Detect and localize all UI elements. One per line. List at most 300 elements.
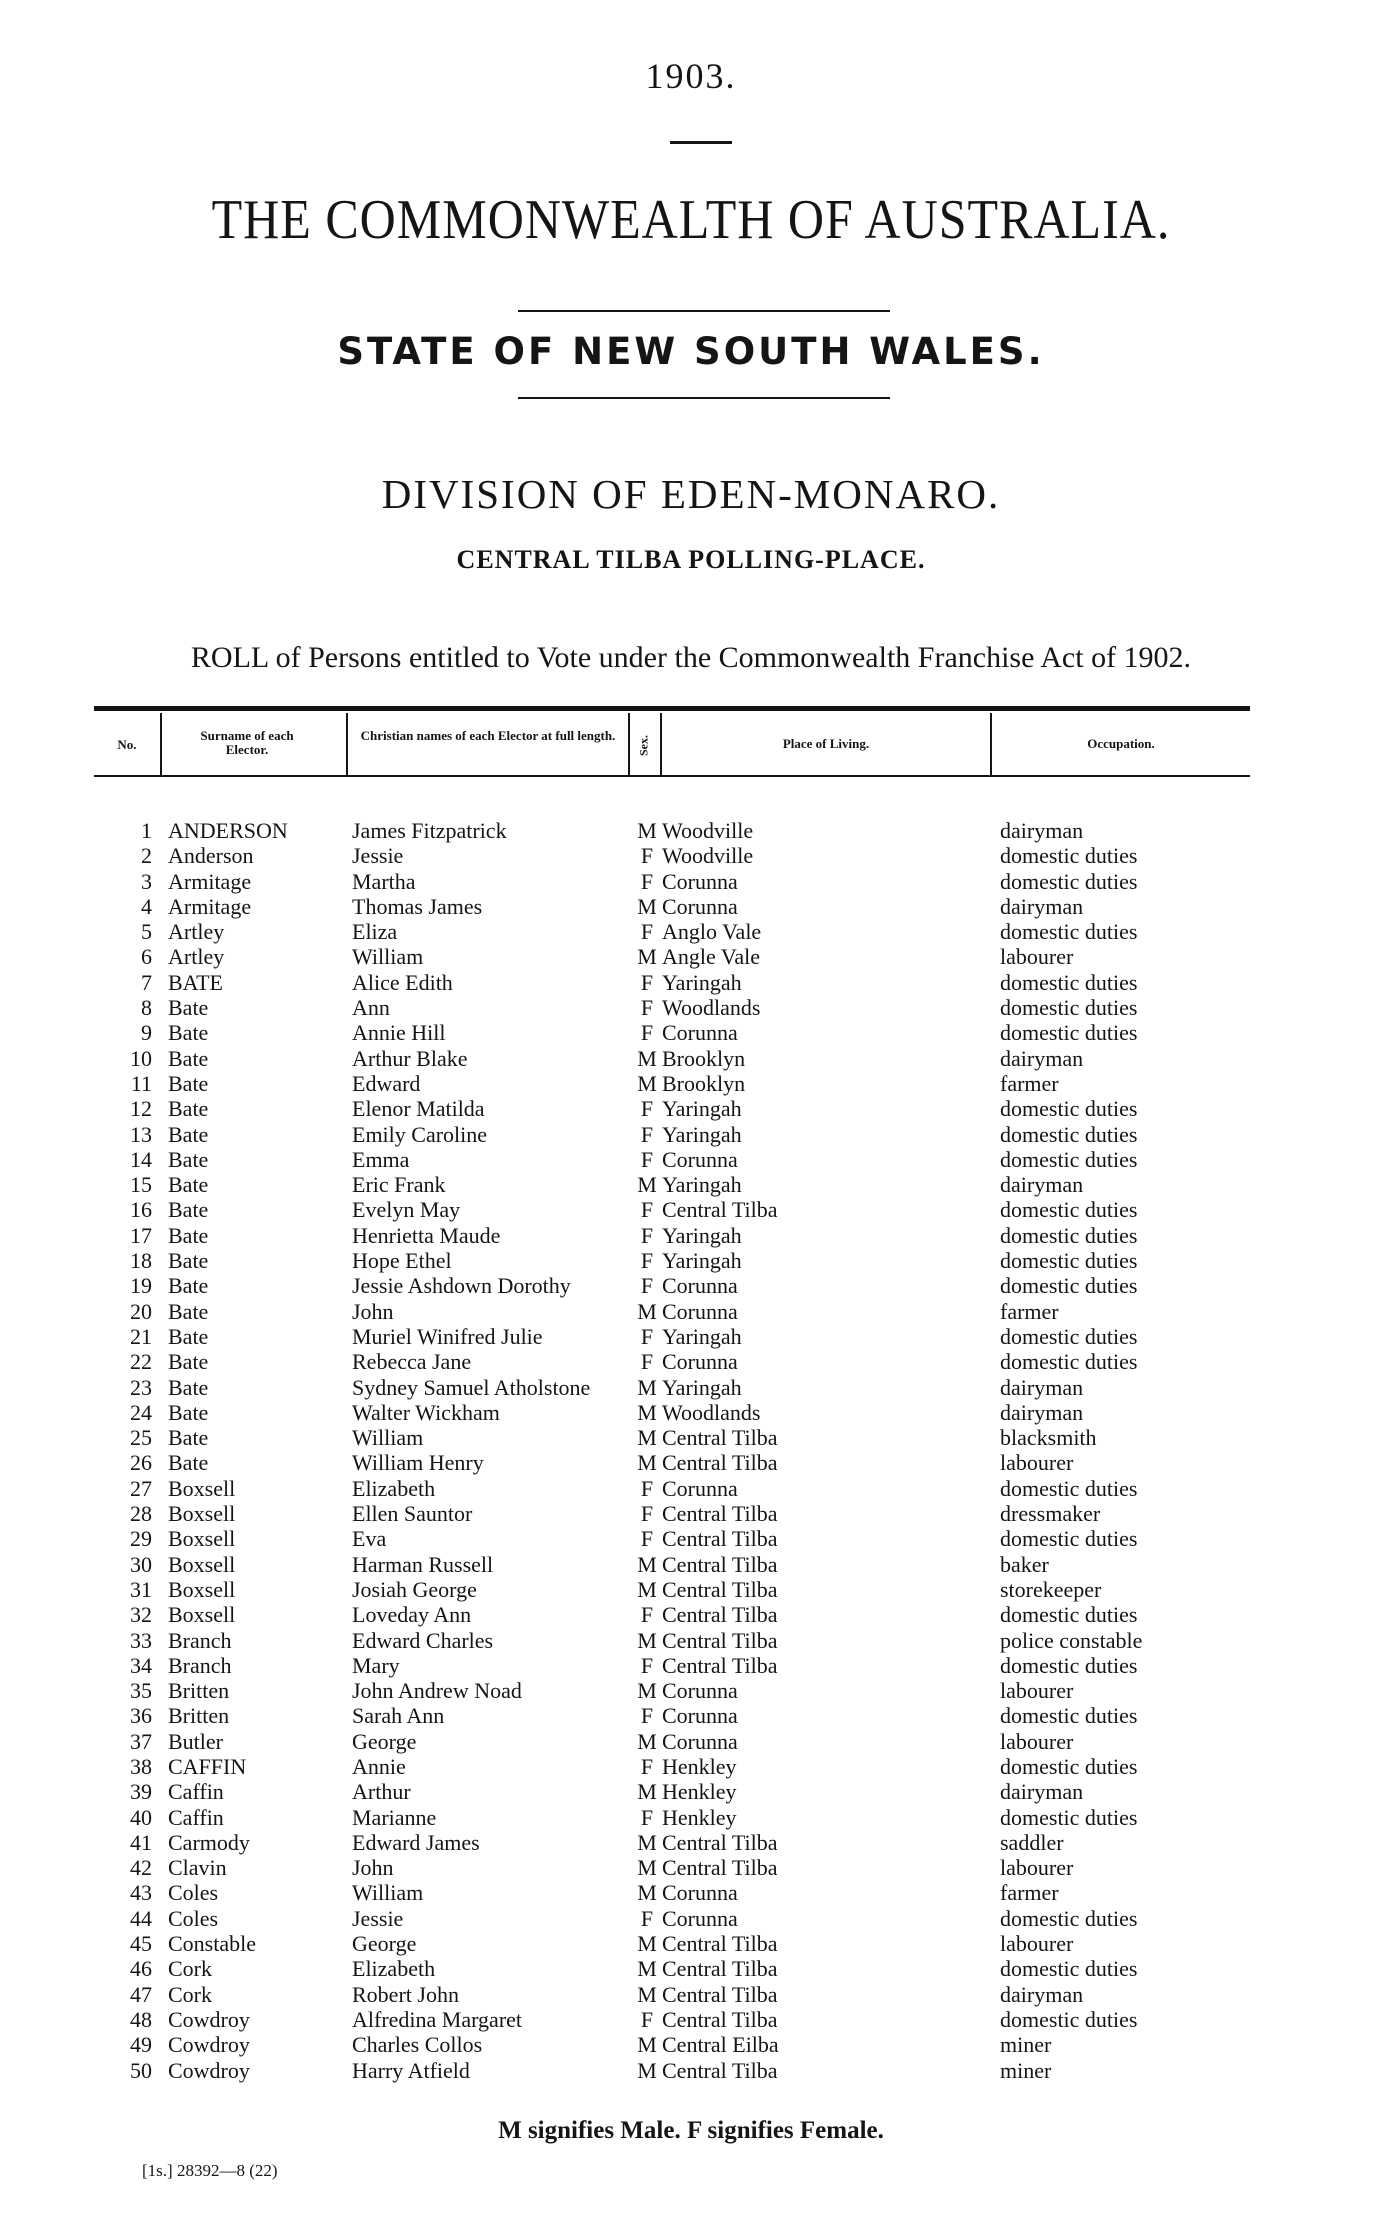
elector-christian-names: Marianne — [352, 1804, 437, 1830]
elector-occupation: domestic duties — [1000, 919, 1138, 945]
elector-surname: Caffin — [168, 1804, 224, 1830]
elector-number: 15 — [130, 1172, 152, 1198]
elector-sex: F — [640, 1197, 654, 1223]
print-code: [1s.] 28392—8 (22) — [142, 2161, 278, 2180]
elector-sex: F — [640, 1602, 654, 1628]
elector-sex: F — [640, 969, 654, 995]
elector-occupation: domestic duties — [1000, 1248, 1138, 1274]
elector-occupation: labourer — [1000, 1728, 1074, 1754]
table-row — [0, 1779, 1382, 1804]
elector-surname: Bate — [168, 1045, 209, 1071]
elector-surname: Cowdroy — [168, 2006, 250, 2032]
elector-number: 45 — [130, 1931, 152, 1957]
elector-christian-names: William — [352, 1425, 424, 1451]
elector-surname: Bate — [168, 1399, 209, 1425]
year: 1903. — [645, 56, 737, 96]
roll-title: ROLL of Persons entitled to Vote under the Commonwealth Franchise Act of 1902. — [190, 641, 1192, 674]
elector-surname: Boxsell — [168, 1602, 236, 1628]
column-header-christian-names: Christian names of each Elector at full length. — [360, 728, 616, 743]
elector-christian-names: Jessie — [352, 843, 404, 869]
elector-number: 29 — [130, 1526, 152, 1552]
elector-sex: M — [637, 1298, 657, 1324]
elector-surname: Artley — [168, 944, 225, 970]
column-divider — [990, 713, 992, 775]
elector-number: 22 — [130, 1349, 152, 1375]
elector-surname: Bate — [168, 1070, 209, 1096]
elector-place-of-living: Central Tilba — [662, 1425, 778, 1451]
elector-christian-names: Henrietta Maude — [352, 1222, 501, 1248]
table-row — [0, 1020, 1382, 1045]
table-row — [0, 1880, 1382, 1905]
table-row — [0, 1577, 1382, 1602]
elector-surname: Cork — [168, 1956, 212, 1982]
elector-place-of-living: Central Tilba — [662, 1829, 778, 1855]
elector-occupation: domestic duties — [1000, 1475, 1138, 1501]
elector-surname: Britten — [168, 1703, 230, 1729]
elector-occupation: domestic duties — [1000, 1020, 1138, 1046]
elector-place-of-living: Corunna — [662, 1298, 738, 1324]
elector-sex: F — [640, 868, 654, 894]
elector-sex: F — [640, 1526, 654, 1552]
elector-occupation: dairyman — [1000, 893, 1084, 919]
elector-occupation: farmer — [1000, 1298, 1059, 1324]
table-row — [0, 1628, 1382, 1653]
table-row — [0, 894, 1382, 919]
elector-christian-names: Eva — [352, 1526, 387, 1552]
elector-sex: M — [637, 1374, 657, 1400]
elector-christian-names: James Fitzpatrick — [352, 818, 507, 843]
table-row — [0, 1602, 1382, 1627]
elector-sex: F — [640, 995, 654, 1021]
elector-occupation: farmer — [1000, 1880, 1059, 1906]
elector-surname: Bate — [168, 1121, 209, 1147]
elector-sex: F — [640, 1905, 654, 1931]
elector-occupation: domestic duties — [1000, 868, 1138, 894]
elector-occupation: domestic duties — [1000, 1146, 1138, 1172]
elector-occupation: domestic duties — [1000, 1703, 1138, 1729]
elector-sex: F — [640, 1804, 654, 1830]
elector-sex: M — [637, 1070, 657, 1096]
table-row — [0, 818, 1382, 843]
elector-number: 8 — [141, 995, 152, 1021]
table-row — [0, 1071, 1382, 1096]
table-row — [0, 1172, 1382, 1197]
elector-christian-names: John Andrew Noad — [352, 1678, 522, 1704]
elector-place-of-living: Henkley — [662, 1779, 737, 1805]
elector-place-of-living: Central Eilba — [662, 2032, 779, 2058]
elector-number: 11 — [130, 1070, 152, 1096]
elector-christian-names: Sarah Ann — [352, 1703, 445, 1729]
elector-surname: Branch — [168, 1627, 232, 1653]
elector-sex: F — [640, 1146, 654, 1172]
table-row — [0, 2007, 1382, 2032]
elector-christian-names: Elizabeth — [352, 1475, 436, 1501]
elector-place-of-living: Corunna — [662, 1728, 738, 1754]
table-row — [0, 1703, 1382, 1728]
elector-occupation: domestic duties — [1000, 843, 1138, 869]
elector-occupation: domestic duties — [1000, 1096, 1138, 1122]
elector-place-of-living: Corunna — [662, 1678, 738, 1704]
elector-sex: F — [640, 1475, 654, 1501]
elector-place-of-living: Corunna — [662, 1349, 738, 1375]
table-row — [0, 995, 1382, 1020]
elector-sex: F — [640, 1273, 654, 1299]
elector-place-of-living: Henkley — [662, 1753, 737, 1779]
elector-surname: CAFFIN — [168, 1753, 247, 1779]
elector-number: 38 — [130, 1753, 152, 1779]
elector-place-of-living: Central Tilba — [662, 1197, 778, 1223]
elector-sex: M — [637, 1829, 657, 1855]
elector-christian-names: John — [352, 1855, 394, 1881]
elector-place-of-living: Central Tilba — [662, 1981, 778, 2007]
elector-sex: M — [637, 1045, 657, 1071]
elector-place-of-living: Central Tilba — [662, 1627, 778, 1653]
year-rule — [670, 141, 732, 144]
elector-surname: Armitage — [168, 893, 252, 919]
column-header-place-of-living: Place of Living. — [782, 736, 870, 751]
elector-number: 16 — [130, 1197, 152, 1223]
elector-number: 42 — [130, 1855, 152, 1881]
elector-number: 36 — [130, 1703, 152, 1729]
elector-number: 12 — [130, 1096, 152, 1122]
elector-place-of-living: Woodlands — [662, 995, 761, 1021]
elector-place-of-living: Yaringah — [662, 1096, 742, 1122]
elector-sex: F — [640, 1020, 654, 1046]
elector-christian-names: Eric Frank — [352, 1172, 446, 1198]
elector-christian-names: Emily Caroline — [352, 1121, 488, 1147]
elector-occupation: labourer — [1000, 1855, 1074, 1881]
elector-occupation: labourer — [1000, 1450, 1074, 1476]
elector-sex: M — [637, 1576, 657, 1602]
elector-sex: F — [640, 1096, 654, 1122]
elector-sex: F — [640, 1323, 654, 1349]
table-row — [0, 1982, 1382, 2007]
elector-surname: Bate — [168, 1273, 209, 1299]
elector-sex: M — [637, 1728, 657, 1754]
elector-place-of-living: Angle Vale — [662, 944, 760, 970]
elector-occupation: domestic duties — [1000, 1197, 1138, 1223]
elector-surname: Bate — [168, 1172, 209, 1198]
elector-surname: Bate — [168, 995, 209, 1021]
elector-christian-names: Sydney Samuel Atholstone — [352, 1374, 591, 1400]
table-row — [0, 1754, 1382, 1779]
division-heading: DIVISION OF EDEN-MONARO. — [381, 471, 1001, 517]
elector-occupation: domestic duties — [1000, 1956, 1138, 1982]
sex-legend: M signifies Male. F signifies Female. — [498, 2117, 884, 2144]
elector-christian-names: Alice Edith — [352, 969, 453, 995]
elector-number: 4 — [141, 893, 152, 919]
table-row — [0, 970, 1382, 995]
elector-surname: Boxsell — [168, 1475, 236, 1501]
column-header-sex: Sex. — [636, 735, 651, 756]
elector-surname: Bate — [168, 1349, 209, 1375]
elector-christian-names: Mary — [352, 1652, 400, 1678]
table-row — [0, 1223, 1382, 1248]
elector-place-of-living: Corunna — [662, 1146, 738, 1172]
elector-sex: M — [637, 1678, 657, 1704]
elector-place-of-living: Brooklyn — [662, 1070, 746, 1096]
elector-sex: M — [637, 1172, 657, 1198]
elector-surname: Bate — [168, 1146, 209, 1172]
elector-place-of-living: Woodlands — [662, 1399, 761, 1425]
table-row — [0, 919, 1382, 944]
elector-christian-names: George — [352, 1728, 417, 1754]
elector-christian-names: Edward — [352, 1070, 421, 1096]
elector-sex: M — [637, 1880, 657, 1906]
elector-number: 47 — [130, 1981, 152, 2007]
elector-place-of-living: Brooklyn — [662, 1045, 746, 1071]
elector-number: 10 — [130, 1045, 152, 1071]
elector-sex: F — [640, 2006, 654, 2032]
table-row — [0, 1729, 1382, 1754]
elector-number: 46 — [130, 1956, 152, 1982]
elector-christian-names: Alfredina Margaret — [352, 2006, 523, 2032]
elector-place-of-living: Corunna — [662, 1020, 738, 1046]
elector-occupation: domestic duties — [1000, 1349, 1138, 1375]
elector-occupation: miner — [1000, 2032, 1052, 2058]
elector-christian-names: Elizabeth — [352, 1956, 436, 1982]
elector-sex: M — [637, 893, 657, 919]
table-row — [0, 1956, 1382, 1981]
elector-occupation: saddler — [1000, 1829, 1064, 1855]
table-row — [0, 1450, 1382, 1475]
elector-sex: F — [640, 1753, 654, 1779]
table-row — [0, 1830, 1382, 1855]
elector-christian-names: Arthur — [352, 1779, 411, 1805]
elector-sex: M — [637, 1425, 657, 1451]
table-row — [0, 1855, 1382, 1880]
elector-christian-names: Hope Ethel — [352, 1248, 452, 1274]
elector-place-of-living: Henkley — [662, 1804, 737, 1830]
elector-place-of-living: Central Tilba — [662, 1501, 778, 1527]
elector-sex: F — [640, 1652, 654, 1678]
elector-christian-names: John — [352, 1298, 394, 1324]
elector-surname: Bate — [168, 1450, 209, 1476]
elector-occupation: domestic duties — [1000, 2006, 1138, 2032]
elector-occupation: domestic duties — [1000, 1905, 1138, 1931]
table-row — [0, 843, 1382, 868]
elector-surname: Bate — [168, 1222, 209, 1248]
elector-sex: F — [640, 1121, 654, 1147]
elector-occupation: domestic duties — [1000, 1273, 1138, 1299]
elector-number: 1 — [141, 818, 152, 843]
elector-occupation: domestic duties — [1000, 1526, 1138, 1552]
elector-surname: Artley — [168, 919, 225, 945]
elector-surname: Coles — [168, 1905, 219, 1931]
elector-surname: Britten — [168, 1678, 230, 1704]
table-row — [0, 869, 1382, 894]
elector-number: 25 — [130, 1425, 152, 1451]
elector-occupation: domestic duties — [1000, 1602, 1138, 1628]
elector-sex: M — [637, 1855, 657, 1881]
elector-occupation: labourer — [1000, 944, 1074, 970]
table-row — [0, 1501, 1382, 1526]
state-heading: STATE OF NEW SOUTH WALES. — [337, 330, 1045, 373]
elector-occupation: domestic duties — [1000, 1121, 1138, 1147]
elector-place-of-living: Yaringah — [662, 1374, 742, 1400]
elector-number: 34 — [130, 1652, 152, 1678]
elector-number: 23 — [130, 1374, 152, 1400]
elector-christian-names: Loveday Ann — [352, 1602, 472, 1628]
elector-surname: Bate — [168, 1425, 209, 1451]
elector-occupation: domestic duties — [1000, 1804, 1138, 1830]
elector-place-of-living: Yaringah — [662, 1323, 742, 1349]
elector-surname: BATE — [168, 969, 223, 995]
elector-place-of-living: Corunna — [662, 1475, 738, 1501]
elector-christian-names: Robert John — [352, 1981, 459, 2007]
elector-occupation: dairyman — [1000, 1981, 1084, 2007]
state-bottom-rule — [518, 397, 890, 399]
elector-place-of-living: Corunna — [662, 868, 738, 894]
elector-surname: Bate — [168, 1374, 209, 1400]
elector-number: 13 — [130, 1121, 152, 1147]
table-row — [0, 1906, 1382, 1931]
elector-christian-names: William Henry — [352, 1450, 484, 1476]
elector-number: 31 — [130, 1576, 152, 1602]
elector-surname: Bate — [168, 1298, 209, 1324]
elector-place-of-living: Yaringah — [662, 1121, 742, 1147]
table-row — [0, 1526, 1382, 1551]
table-row — [0, 1324, 1382, 1349]
elector-occupation: dairyman — [1000, 1374, 1084, 1400]
polling-place-heading: CENTRAL TILBA POLLING-PLACE. — [456, 545, 926, 574]
elector-number: 17 — [130, 1222, 152, 1248]
elector-christian-names: Elenor Matilda — [352, 1096, 485, 1122]
state-top-rule — [518, 310, 890, 312]
elector-surname: Bate — [168, 1197, 209, 1223]
elector-christian-names: Ellen Sauntor — [352, 1501, 473, 1527]
elector-sex: M — [637, 1779, 657, 1805]
elector-place-of-living: Central Tilba — [662, 1855, 778, 1881]
table-header-bottom-rule — [94, 775, 1250, 777]
elector-christian-names: Evelyn May — [352, 1197, 461, 1223]
elector-occupation: baker — [1000, 1551, 1049, 1577]
elector-surname: Clavin — [168, 1855, 227, 1881]
elector-surname: Constable — [168, 1931, 256, 1957]
table-row — [0, 1931, 1382, 1956]
elector-christian-names: Jessie — [352, 1905, 404, 1931]
elector-occupation: police constable — [1000, 1627, 1143, 1653]
elector-christian-names: Arthur Blake — [352, 1045, 468, 1071]
elector-place-of-living: Corunna — [662, 1905, 738, 1931]
elector-number: 43 — [130, 1880, 152, 1906]
elector-place-of-living: Central Tilba — [662, 2057, 778, 2083]
elector-sex: M — [637, 1627, 657, 1653]
elector-christian-names: Ann — [352, 995, 390, 1021]
elector-place-of-living: Central Tilba — [662, 1526, 778, 1552]
elector-sex: F — [640, 1222, 654, 1248]
elector-occupation: dairyman — [1000, 1172, 1084, 1198]
elector-number: 39 — [130, 1779, 152, 1805]
elector-sex: F — [640, 843, 654, 869]
elector-number: 30 — [130, 1551, 152, 1577]
elector-christian-names: Eliza — [352, 919, 398, 945]
elector-occupation: blacksmith — [1000, 1425, 1097, 1451]
elector-place-of-living: Central Tilba — [662, 1652, 778, 1678]
table-row — [0, 1147, 1382, 1172]
column-header-no: No. — [117, 737, 137, 752]
elector-number: 20 — [130, 1298, 152, 1324]
elector-sex: M — [637, 1399, 657, 1425]
elector-occupation: domestic duties — [1000, 1323, 1138, 1349]
elector-surname: Bate — [168, 1323, 209, 1349]
elector-surname: Bate — [168, 1020, 209, 1046]
table-row — [0, 1248, 1382, 1273]
elector-surname: Cowdroy — [168, 2057, 250, 2083]
elector-number: 49 — [130, 2032, 152, 2058]
table-row — [0, 1299, 1382, 1324]
column-header-surname: Surname of each Elector. — [200, 728, 294, 757]
table-row — [0, 1678, 1382, 1703]
elector-surname: Boxsell — [168, 1576, 236, 1602]
table-row — [0, 1425, 1382, 1450]
elector-place-of-living: Yaringah — [662, 969, 742, 995]
elector-sex: F — [640, 1248, 654, 1274]
elector-number: 18 — [130, 1248, 152, 1274]
elector-place-of-living: Central Tilba — [662, 1931, 778, 1957]
elector-surname: Coles — [168, 1880, 219, 1906]
elector-surname: Caffin — [168, 1779, 224, 1805]
table-row — [0, 1400, 1382, 1425]
elector-occupation: dressmaker — [1000, 1501, 1101, 1527]
elector-number: 27 — [130, 1475, 152, 1501]
elector-place-of-living: Central Tilba — [662, 1551, 778, 1577]
elector-occupation: dairyman — [1000, 1779, 1084, 1805]
elector-surname: Carmody — [168, 1829, 250, 1855]
elector-surname: Bate — [168, 1248, 209, 1274]
elector-place-of-living: Woodville — [662, 818, 754, 843]
table-row — [0, 1273, 1382, 1298]
elector-number: 44 — [130, 1905, 152, 1931]
elector-number: 5 — [141, 919, 152, 945]
elector-place-of-living: Central Tilba — [662, 2006, 778, 2032]
elector-christian-names: Rebecca Jane — [352, 1349, 472, 1375]
elector-number: 21 — [130, 1323, 152, 1349]
table-row — [0, 1805, 1382, 1830]
elector-surname: Butler — [168, 1728, 223, 1754]
elector-occupation: labourer — [1000, 1678, 1074, 1704]
table-row — [0, 1096, 1382, 1121]
table-row — [0, 2032, 1382, 2057]
page-title: THE COMMONWEALTH OF AUSTRALIA. — [211, 187, 1171, 251]
elector-christian-names: Charles Collos — [352, 2032, 483, 2058]
elector-number: 19 — [130, 1273, 152, 1299]
elector-number: 3 — [141, 868, 152, 894]
elector-number: 32 — [130, 1602, 152, 1628]
elector-number: 26 — [130, 1450, 152, 1476]
elector-surname: Cork — [168, 1981, 212, 2007]
elector-surname: Branch — [168, 1652, 232, 1678]
elector-christian-names: Muriel Winifred Julie — [352, 1323, 543, 1349]
table-top-rule — [94, 706, 1250, 711]
elector-number: 37 — [130, 1728, 152, 1754]
elector-number: 50 — [130, 2057, 152, 2083]
elector-christian-names: Walter Wickham — [352, 1399, 500, 1425]
elector-number: 41 — [130, 1829, 152, 1855]
elector-number: 33 — [130, 1627, 152, 1653]
table-row — [0, 944, 1382, 969]
elector-sex: M — [637, 1981, 657, 2007]
elector-number: 24 — [130, 1399, 152, 1425]
elector-christian-names: Thomas James — [352, 893, 483, 919]
elector-occupation: dairyman — [1000, 1045, 1084, 1071]
elector-surname: Boxsell — [168, 1551, 236, 1577]
elector-occupation: domestic duties — [1000, 1652, 1138, 1678]
elector-place-of-living: Central Tilba — [662, 1450, 778, 1476]
elector-sex: M — [637, 818, 657, 843]
elector-christian-names: Harman Russell — [352, 1551, 494, 1577]
elector-surname: Boxsell — [168, 1501, 236, 1527]
